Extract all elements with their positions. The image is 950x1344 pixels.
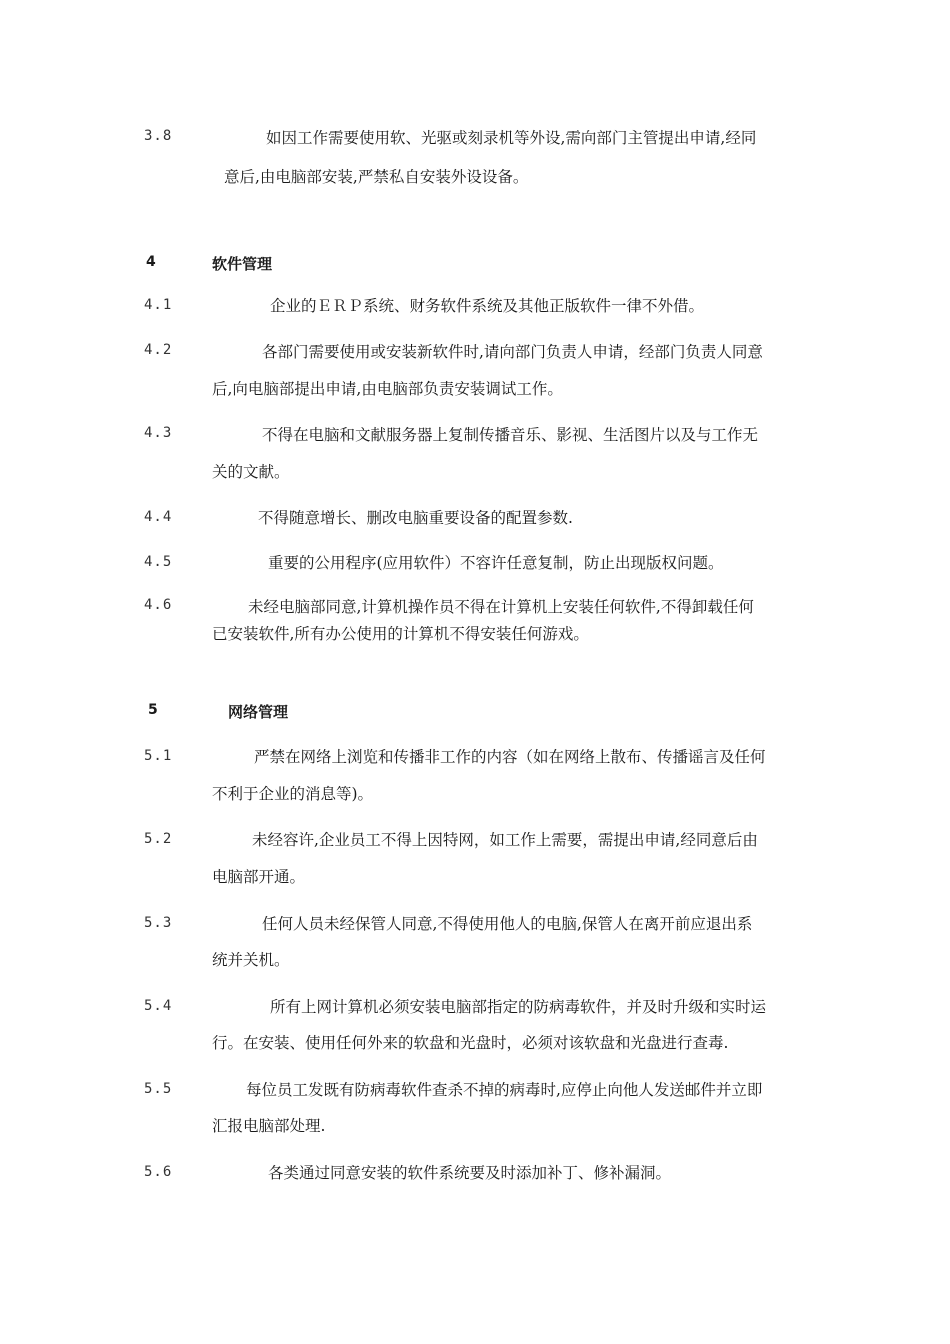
- section-title: 网络管理: [228, 703, 289, 721]
- item-text-line: 每位员工发既有防病毒软件查杀不掉的病毒时,应停止向他人发送邮件并立即: [246, 1081, 763, 1099]
- item-number: 5.3: [144, 915, 173, 931]
- item-text-line: 统并关机。: [212, 951, 290, 969]
- section-number: 4: [146, 254, 156, 270]
- item-text-line: 后,向电脑部提出申请,由电脑部负责安装调试工作。: [212, 380, 563, 398]
- item-number: 4.4: [144, 509, 173, 525]
- item-number: 4.2: [144, 342, 173, 358]
- item-number: 4.6: [144, 597, 173, 613]
- item-text-line: 汇报电脑部处理.: [212, 1117, 326, 1135]
- item-text-line: 已安装软件,所有办公使用的计算机不得安装任何游戏。: [212, 625, 589, 643]
- item-text-line: 任何人员未经保管人同意,不得使用他人的电脑,保管人在离开前应退出系: [262, 915, 753, 933]
- item-text-line: 关的文献。: [212, 463, 290, 481]
- item-number: 5.1: [144, 748, 173, 764]
- item-text-line: 企业的ＥＲＰ系统、财务软件系统及其他正版软件一律不外借。: [270, 297, 705, 315]
- item-text-line: 意后,由电脑部安装,严禁私自安装外设设备。: [224, 168, 529, 186]
- item-text-line: 未经电脑部同意,计算机操作员不得在计算机上安装任何软件,不得卸载任何: [248, 598, 754, 616]
- item-number: 3.8: [144, 128, 173, 144]
- item-text-line: 所有上网计算机必须安装电脑部指定的防病毒软件，并及时升级和实时运: [270, 998, 767, 1016]
- item-text-line: 如因工作需要使用软、光驱或刻录机等外设,需向部门主管提出申请,经同: [266, 129, 757, 147]
- item-number: 5.2: [144, 831, 173, 847]
- item-number: 5.5: [144, 1081, 173, 1097]
- item-number: 4.1: [144, 297, 173, 313]
- item-text-line: 不得在电脑和文献服务器上复制传播音乐、影视、生活图片以及与工作无: [262, 426, 759, 444]
- item-text-line: 未经容许,企业员工不得上因特网，如工作上需要，需提出申请,经同意后由: [252, 831, 758, 849]
- item-text-line: 电脑部开通。: [212, 868, 306, 886]
- item-text-line: 严禁在网络上浏览和传播非工作的内容（如在网络上散布、传播谣言及任何: [254, 748, 766, 766]
- section-title: 软件管理: [212, 255, 273, 273]
- section-number: 5: [148, 702, 158, 718]
- item-number: 4.3: [144, 425, 173, 441]
- item-text-line: 各类通过同意安装的软件系统要及时添加补丁、修补漏洞。: [268, 1164, 672, 1182]
- item-number: 5.4: [144, 998, 173, 1014]
- item-text-line: 不得随意增长、删改电脑重要设备的配置参数.: [258, 509, 573, 527]
- item-text-line: 行。在安装、使用任何外来的软盘和光盘时，必须对该软盘和光盘进行查毒.: [212, 1034, 729, 1052]
- item-number: 5.6: [144, 1164, 173, 1180]
- item-text-line: 不利于企业的消息等)。: [212, 785, 374, 803]
- item-text-line: 重要的公用程序(应用软件）不容许任意复制，防止出现版权问题。: [268, 554, 724, 572]
- item-text-line: 各部门需要使用或安装新软件时,请向部门负责人申请，经部门负责人同意: [262, 343, 763, 361]
- item-number: 4.5: [144, 554, 173, 570]
